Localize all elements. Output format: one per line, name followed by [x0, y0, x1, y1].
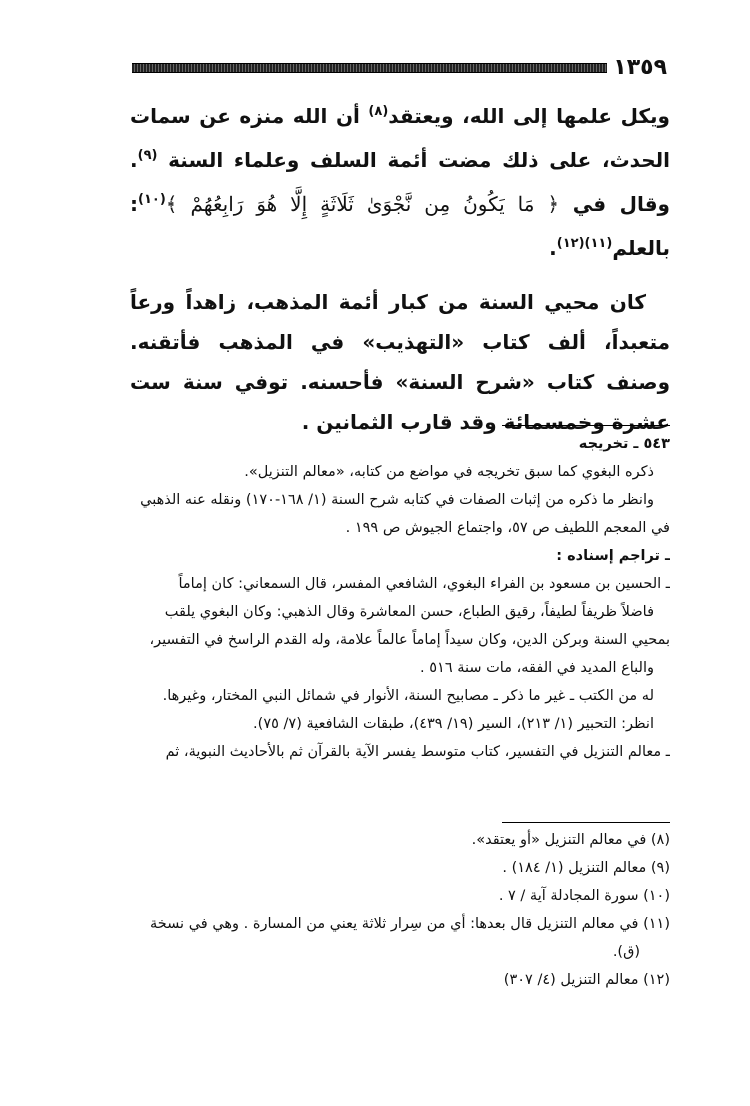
- text-run: ويكل علمها إلى الله، ويعتقد: [388, 104, 670, 128]
- footnote-9: (٩) معالم التنزيل (١/ ١٨٤) .: [502, 860, 670, 876]
- takhrij-title: ٥٤٣ ـ تخريجه: [578, 436, 670, 452]
- footnotes: [128, 826, 670, 994]
- footnote-ref-9: (٩): [137, 148, 158, 163]
- text-run: . وقال في: [130, 148, 670, 216]
- paragraph-1: [130, 96, 670, 272]
- footnote-ref-11: (١١): [584, 236, 613, 251]
- footnote-8: (٨) في معالم التنزيل «أو يعتقد».: [471, 832, 670, 848]
- footnote-ref-12: (١٢): [556, 236, 585, 251]
- isnad-line: فاضلاً ظريفاً لطيفاً، رقيق الطباع، حسن المعاشرة وقال الذهبي: وكان البغوي يلقب: [164, 604, 654, 620]
- footnote-separator: [502, 822, 670, 823]
- isnad-line: انظر: التحبير (١/ ٢١٣)، السير (١٩/ ٤٣٩)، طبقات الشافعية (٧/ ٧٥).: [253, 716, 654, 732]
- header-rule: [132, 63, 607, 73]
- isnad-line: ـ الحسين بن مسعود بن الفراء البغوي، الشافعي المفسر، قال السمعاني: كان إماماً: [178, 576, 670, 592]
- quran-verse: ﴿ مَا يَكُونُ مِن نَّجْوَىٰ ثَلَاثَةٍ إِلَّا هُوَ رَابِعُهُمْ ﴾: [165, 192, 560, 216]
- isnad-line: له من الكتب ـ غير ما ذكر ـ مصابيح السنة، الأنوار في شمائل النبي المختار، وغيرها.: [162, 688, 654, 704]
- footnote-11: (١١) في معالم التنزيل قال بعدها: أي من سِرار ثلاثة يعني من المسارة . وهي في نسخة: [149, 916, 670, 932]
- takhrij-line: في المعجم اللطيف ص ٥٧، واجتماع الجيوش ص ١٩٩ .: [345, 520, 670, 536]
- footnote-12: (١٢) معالم التنزيل (٤/ ٣٠٧): [503, 972, 670, 988]
- page-header: [132, 56, 667, 80]
- text-run: أن الله منزه عن سمات الحدث، على ذلك: [130, 104, 671, 172]
- main-text: [130, 96, 670, 442]
- footnote-ref-10: (١٠): [138, 192, 166, 207]
- takhrij-line: وانظر ما ذكره من إثبات الصفات في كتابه شرح السنة (١/ ١٦٨-١٧٠) ونقله عنه الذهبي: [140, 492, 654, 508]
- isnad-line: ـ معالم التنزيل في التفسير، كتاب متوسط يفسر الآية بالقرآن ثم بالأحاديث النبوية، ثم: [165, 744, 670, 760]
- footnote-10: (١٠) سورة المجادلة آية / ٧ .: [498, 888, 670, 904]
- text-run: : بالعلم: [130, 192, 670, 260]
- isnad-line: بمحيي السنة وبركن الدين، وكان سيداً إماماً عالماً علامة، وله القدم الراسخ في التفسير،: [149, 632, 670, 648]
- page-number: ١٣٥٩: [613, 55, 667, 80]
- takhrij-line: ذكره البغوي كما سبق تخريجه في مواضع من كتابه، «معالم التنزيل».: [244, 464, 654, 480]
- paragraph-2: كان محيي السنة من كبار أئمة المذهب، زاهداً ورعاً متعبداً، ألف كتاب «التهذيب» في المذهب فأتقنه. وصنف كتاب «شرح السنة» فأحسنه. توفي سنة ست عشرة وخمسمائة وقد قارب الثمانين .: [130, 290, 670, 434]
- text-run: .: [549, 236, 557, 260]
- text-run: مضت أئمة السلف وعلماء السنة: [157, 148, 492, 172]
- takhrij-section: [128, 430, 670, 766]
- footnote-separator: [502, 425, 670, 426]
- isnad-title: ـ تراجم إسناده :: [556, 548, 670, 564]
- footnote-11-continued: (ق).: [612, 944, 640, 960]
- footnote-ref-8: (٨): [368, 104, 389, 119]
- isnad-line: والباع المديد في الفقه، مات سنة ٥١٦ .: [420, 660, 654, 676]
